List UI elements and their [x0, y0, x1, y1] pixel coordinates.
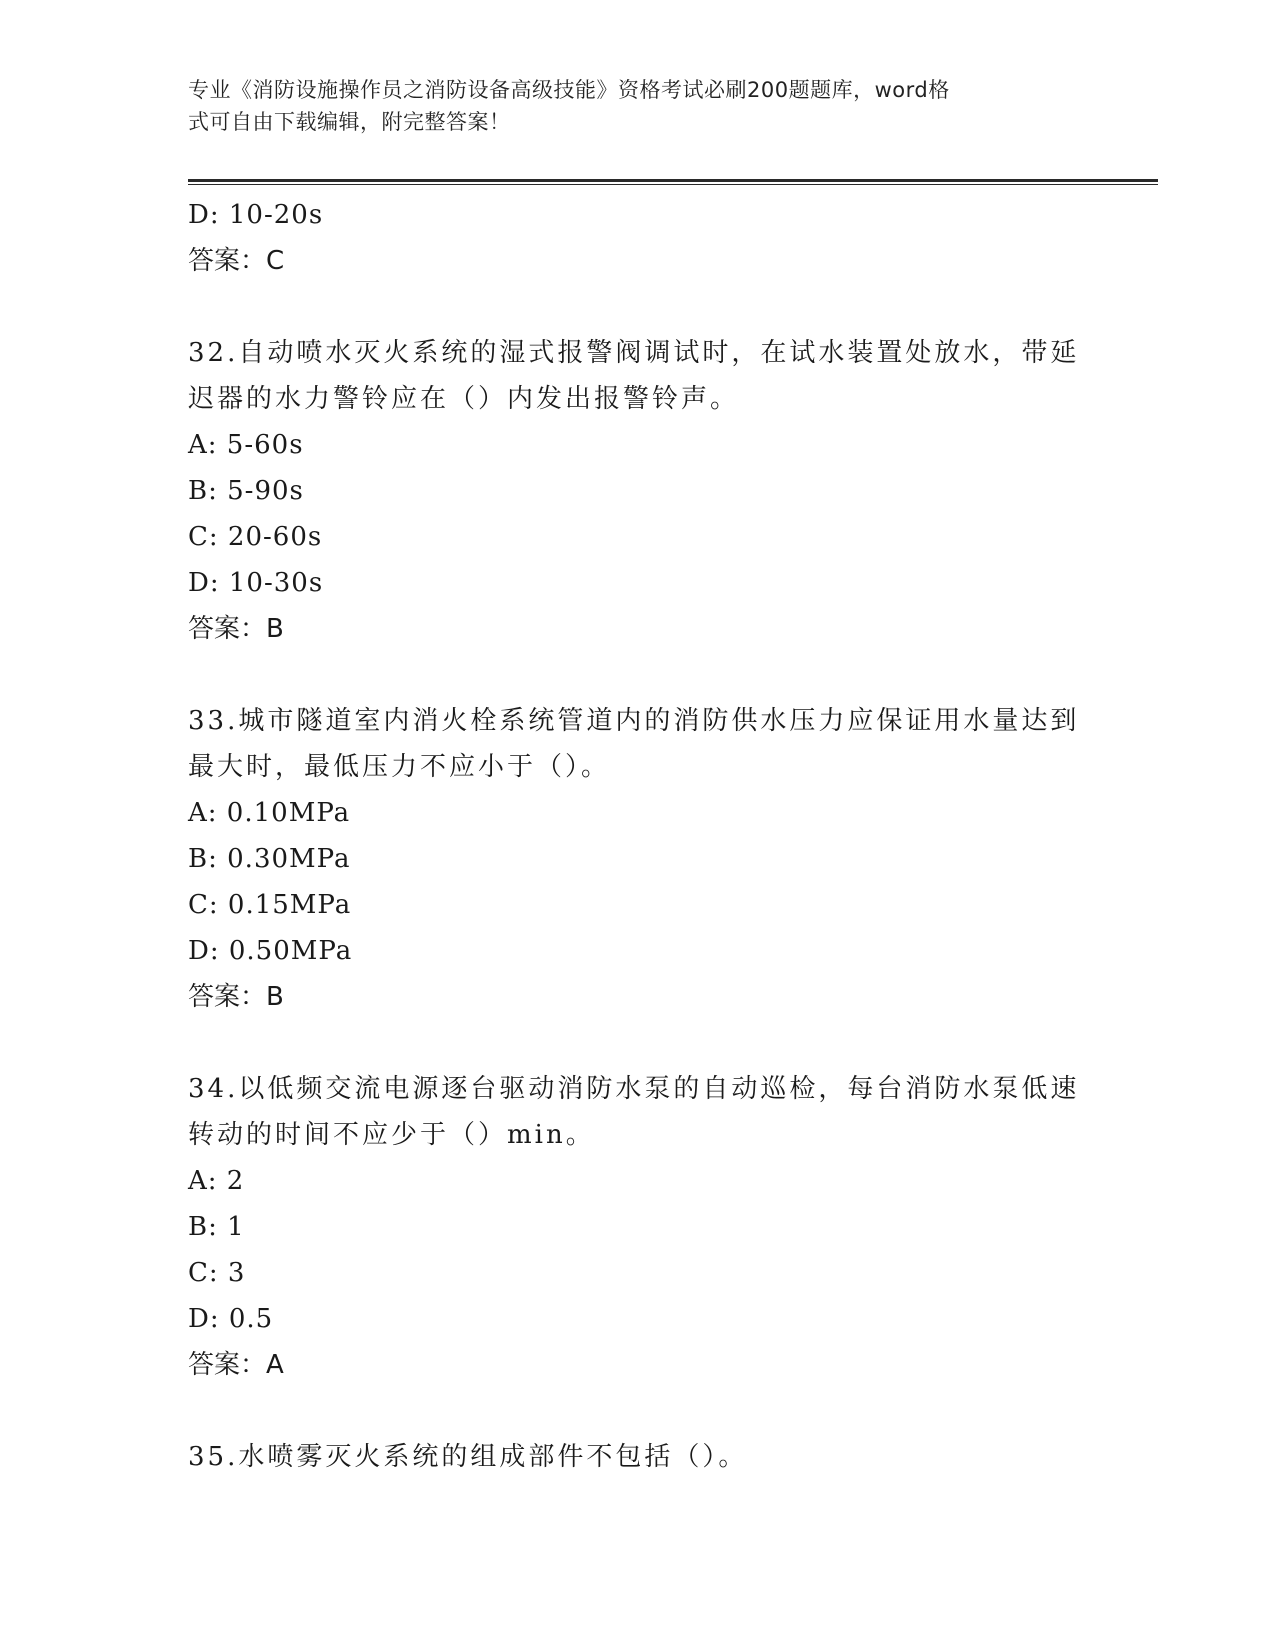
- option-d: D: 0.5: [188, 1304, 274, 1334]
- question-text: [188, 1434, 1078, 1480]
- option-d: D: 0.50MPa: [188, 936, 353, 966]
- answer: 答案：B: [188, 614, 284, 644]
- question-block: [188, 330, 1078, 652]
- question-text-line: 33.城市隧道室内消火栓系统管道内的消防供水压力应保证用水量达到: [188, 706, 1080, 736]
- header-line-1: 专业《消防设施操作员之消防设备高级技能》资格考试必刷200题题库，word格: [188, 78, 950, 102]
- prev-option-d: D: 10-20s: [188, 200, 324, 230]
- question-block: [188, 1434, 1078, 1480]
- question-text: [188, 698, 1078, 790]
- answer: 答案：B: [188, 982, 284, 1012]
- question-text-line: 34.以低频交流电源逐台驱动消防水泵的自动巡检，每台消防水泵低速: [188, 1074, 1080, 1104]
- question-text: [188, 330, 1078, 422]
- option-c: C: 3: [188, 1258, 246, 1288]
- option-c: C: 20-60s: [188, 522, 323, 552]
- option-b: B: 0.30MPa: [188, 844, 351, 874]
- answer: 答案：A: [188, 1350, 284, 1380]
- option-a: A: 0.10MPa: [188, 798, 351, 828]
- prev-answer: 答案：C: [188, 246, 285, 276]
- option-d: D: 10-30s: [188, 568, 324, 598]
- question-text-line: 迟器的水力警铃应在（）内发出报警铃声。: [188, 384, 740, 414]
- spacer: [188, 284, 1078, 330]
- question-text-line: 35.水喷雾灭火系统的组成部件不包括（）。: [188, 1442, 748, 1472]
- question-text-line: 最大时，最低压力不应小于（）。: [188, 752, 611, 782]
- option-b: B: 1: [188, 1212, 245, 1242]
- option-c: C: 0.15MPa: [188, 890, 352, 920]
- option-a: A: 5-60s: [188, 430, 304, 460]
- document-header: [188, 74, 1068, 138]
- question-block: [188, 1066, 1078, 1388]
- header-divider-thick: [188, 179, 1158, 182]
- option-a: A: 2: [188, 1166, 245, 1196]
- question-text: [188, 1066, 1078, 1158]
- question-block: [188, 698, 1078, 1020]
- option-b: B: 5-90s: [188, 476, 304, 506]
- header-divider-thin: [188, 184, 1158, 185]
- question-text-line: 转动的时间不应少于（）min。: [188, 1120, 595, 1150]
- spacer: [188, 1020, 1078, 1066]
- spacer: [188, 652, 1078, 698]
- question-list: [188, 192, 1078, 1480]
- question-text-line: 32.自动喷水灭火系统的湿式报警阀调试时，在试水装置处放水，带延: [188, 338, 1080, 368]
- header-line-2: 式可自由下载编辑，附完整答案！: [188, 110, 511, 134]
- spacer: [188, 1388, 1078, 1434]
